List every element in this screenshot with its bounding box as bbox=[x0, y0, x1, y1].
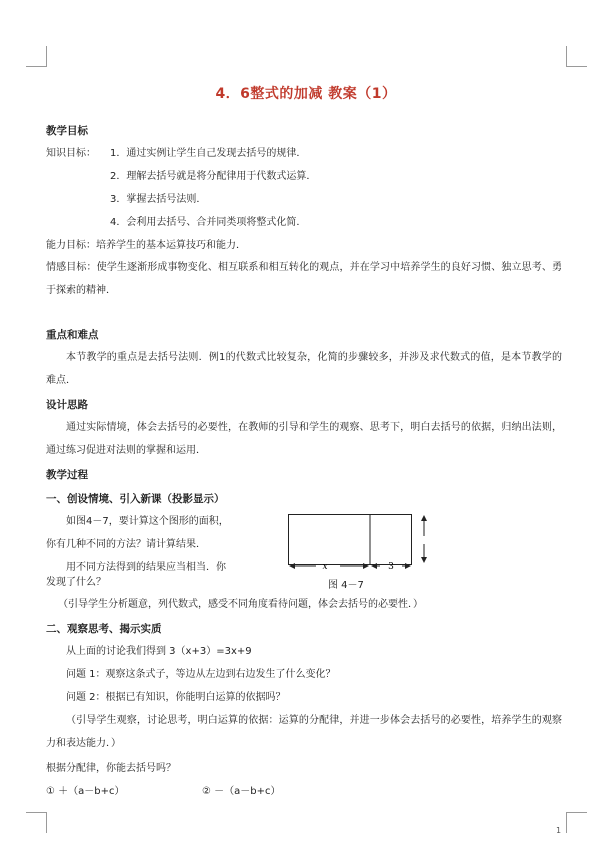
section1-line-1: 如图4－7，要计算这个图形的面积， bbox=[66, 516, 229, 527]
figure-label-3: 3 bbox=[388, 562, 394, 572]
ability-objective: 能力目标：培养学生的基本运算技巧和能力． bbox=[46, 240, 246, 251]
section1-line-4: 发现了什么？ bbox=[46, 577, 106, 588]
knowledge-item-1: 1．通过实例让学生自己发现去括号的规律． bbox=[110, 148, 307, 159]
figure-caption: 图 4－7 bbox=[328, 580, 364, 591]
design-text: 通过实际情境，体会去括号的必要性，在教师的引导和学生的观察、思考下，明白去括号的依据，归纳出法则，通过练习促进对法则的掌握和运用． bbox=[46, 422, 562, 456]
knowledge-item-3: 3．掌握去括号法则． bbox=[110, 194, 207, 205]
expression-item-2: ② －（a－b+c） bbox=[202, 786, 281, 797]
crop-mark-top-left bbox=[26, 46, 47, 67]
question-2: 问题 2：根据已有知识，你能明白运算的依据吗？ bbox=[66, 692, 286, 703]
objectives-heading: 教学目标 bbox=[46, 125, 88, 137]
key-points-text: 本节教学的重点是去括号法则．例1的代数式比较复杂，化简的步骤较多，并涉及求代数式的值，是本节教学的难点． bbox=[46, 352, 562, 386]
section2-from-above: 从上面的讨论我们得到 3（x+3）=3x+9 bbox=[66, 646, 252, 657]
section1-note: （引导学生分析题意，列代数式，感受不同角度看待问题，体会去括号的必要性．） bbox=[58, 599, 423, 610]
figure-outer-rect bbox=[289, 515, 412, 565]
design-heading: 设计思路 bbox=[46, 399, 88, 411]
process-heading: 教学过程 bbox=[46, 469, 88, 481]
key-points-heading: 重点和难点 bbox=[46, 329, 99, 341]
distributive-question: 根据分配律，你能去括号吗？ bbox=[46, 763, 176, 774]
figure-label-x: x bbox=[322, 562, 328, 572]
crop-mark-bottom-left bbox=[26, 812, 47, 833]
section2-heading: 二、观察思考、揭示实质 bbox=[46, 623, 162, 635]
crop-mark-bottom-right bbox=[566, 812, 587, 833]
emotion-objective: 情感目标：使学生逐渐形成事物变化、相互联系和相互转化的观点，并在学习中培养学生的良好习惯、独立思考、勇于探索的精神． bbox=[46, 262, 562, 296]
crop-mark-top-right bbox=[566, 46, 587, 67]
document-title: 4．6整式的加减 教案（1） bbox=[215, 86, 397, 102]
section1-line-2: 你有几种不同的方法？请计算结果． bbox=[46, 539, 206, 550]
knowledge-label: 知识目标： bbox=[46, 148, 96, 159]
section1-line-3: 用不同方法得到的结果应当相当．你 bbox=[66, 562, 226, 573]
section2-guide: （引导学生观察，讨论思考，明白运算的依据：运算的分配律，并进一步体会去括号的必要性，培养学生的观察力和表达能力．） bbox=[46, 715, 562, 749]
section1-heading: 一、创设情境、引入新课（投影显示） bbox=[46, 493, 225, 505]
question-1: 问题 1：观察这条式子，等边从左边到右边发生了什么变化？ bbox=[66, 669, 336, 680]
knowledge-item-2: 2．理解去括号就是将分配律用于代数式运算． bbox=[110, 171, 317, 182]
expression-item-1: ① ＋（a－b+c） bbox=[46, 786, 125, 797]
knowledge-item-4: 4．会利用去括号、合并同类项将整式化简． bbox=[110, 217, 307, 228]
page-number: 1 bbox=[556, 826, 562, 835]
